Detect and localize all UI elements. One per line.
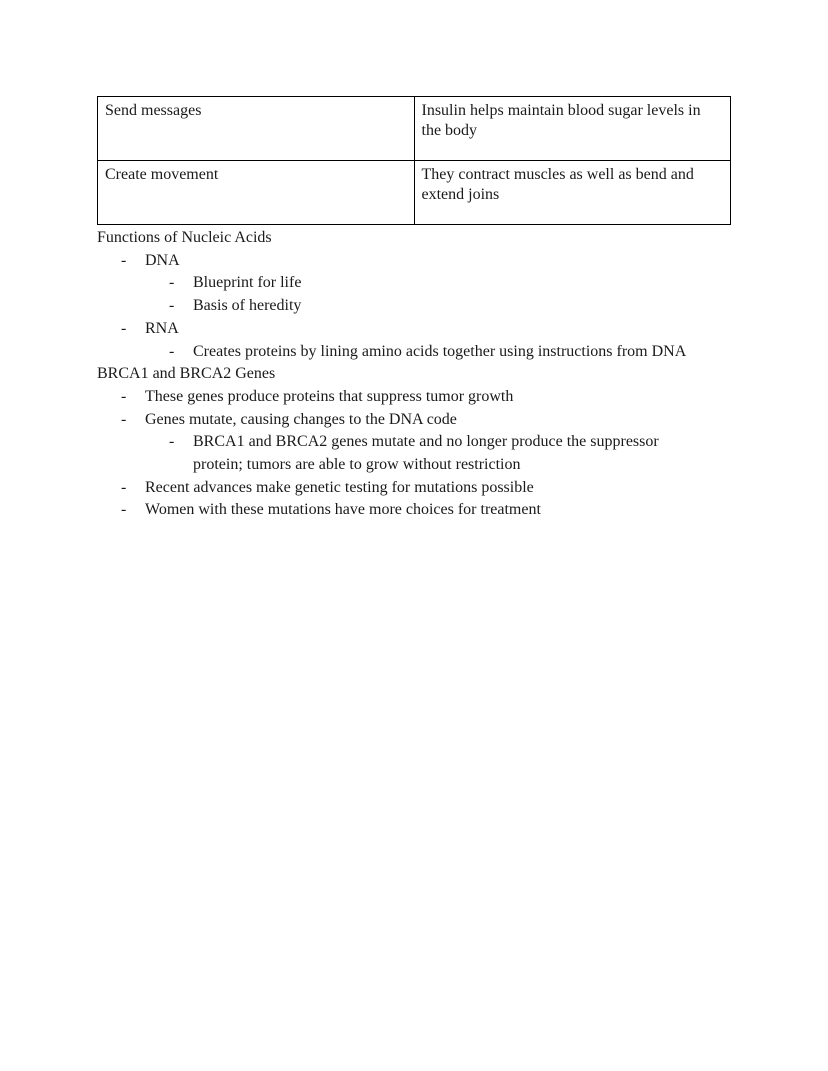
list-item (97, 431, 757, 454)
list-item-label: These genes produce proteins that suppress tumor growth (145, 387, 514, 405)
notes-table (97, 96, 731, 225)
bullet-marker: - (121, 478, 127, 496)
bullet-marker: - (169, 274, 175, 292)
list-item (97, 477, 757, 500)
list-item-label: RNA (145, 319, 179, 337)
table-row (98, 161, 731, 225)
list-item (97, 318, 757, 341)
cell-text: the body (421, 122, 478, 139)
section-heading (97, 363, 757, 386)
cell-text: Send messages (105, 102, 202, 119)
cell-text: extend joins (421, 186, 500, 203)
heading-label: Functions of Nucleic Acids (97, 229, 272, 246)
list-item (97, 250, 757, 273)
table-cell (414, 97, 731, 161)
section-heading (97, 227, 757, 250)
table-cell (414, 161, 731, 225)
list-item-label: DNA (145, 251, 180, 269)
table-row (98, 97, 731, 161)
list-item (97, 341, 757, 364)
list-item-label: Recent advances make genetic testing for mutations possible (145, 478, 534, 496)
bullet-marker: - (169, 297, 175, 315)
list-item-label: Women with these mutations have more choices for treatment (145, 501, 541, 519)
list-item (97, 499, 757, 522)
list-item-label: Basis of heredity (193, 297, 302, 315)
table-cell (98, 97, 415, 161)
list-item-label: Genes mutate, causing changes to the DNA code (145, 410, 457, 428)
list-item (97, 272, 757, 295)
list-item (97, 295, 757, 318)
list-item-continuation (97, 454, 757, 477)
table-cell (98, 161, 415, 225)
list-item-label: Blueprint for life (193, 274, 302, 292)
list-item (97, 386, 757, 409)
bullet-marker: - (121, 501, 127, 519)
bullet-marker: - (121, 410, 127, 428)
bullet-marker: - (121, 251, 127, 269)
list-item-label: Creates proteins by lining amino acids together using instructions from DNA (193, 342, 687, 360)
cell-text: Insulin helps maintain blood sugar levels in (421, 102, 701, 119)
outline-text (97, 227, 757, 522)
bullet-marker: - (169, 342, 175, 360)
bullet-marker: - (121, 319, 127, 337)
bullet-marker: - (121, 387, 127, 405)
list-item-label: BRCA1 and BRCA2 genes mutate and no longer produce the suppressor (193, 433, 659, 451)
cell-text: They contract muscles as well as bend and (421, 166, 694, 183)
heading-label: BRCA1 and BRCA2 Genes (97, 365, 276, 383)
cell-text: Create movement (105, 166, 219, 183)
bullet-marker: - (169, 433, 175, 451)
list-item-label: protein; tumors are able to grow without restriction (193, 456, 521, 474)
list-item (97, 409, 757, 432)
